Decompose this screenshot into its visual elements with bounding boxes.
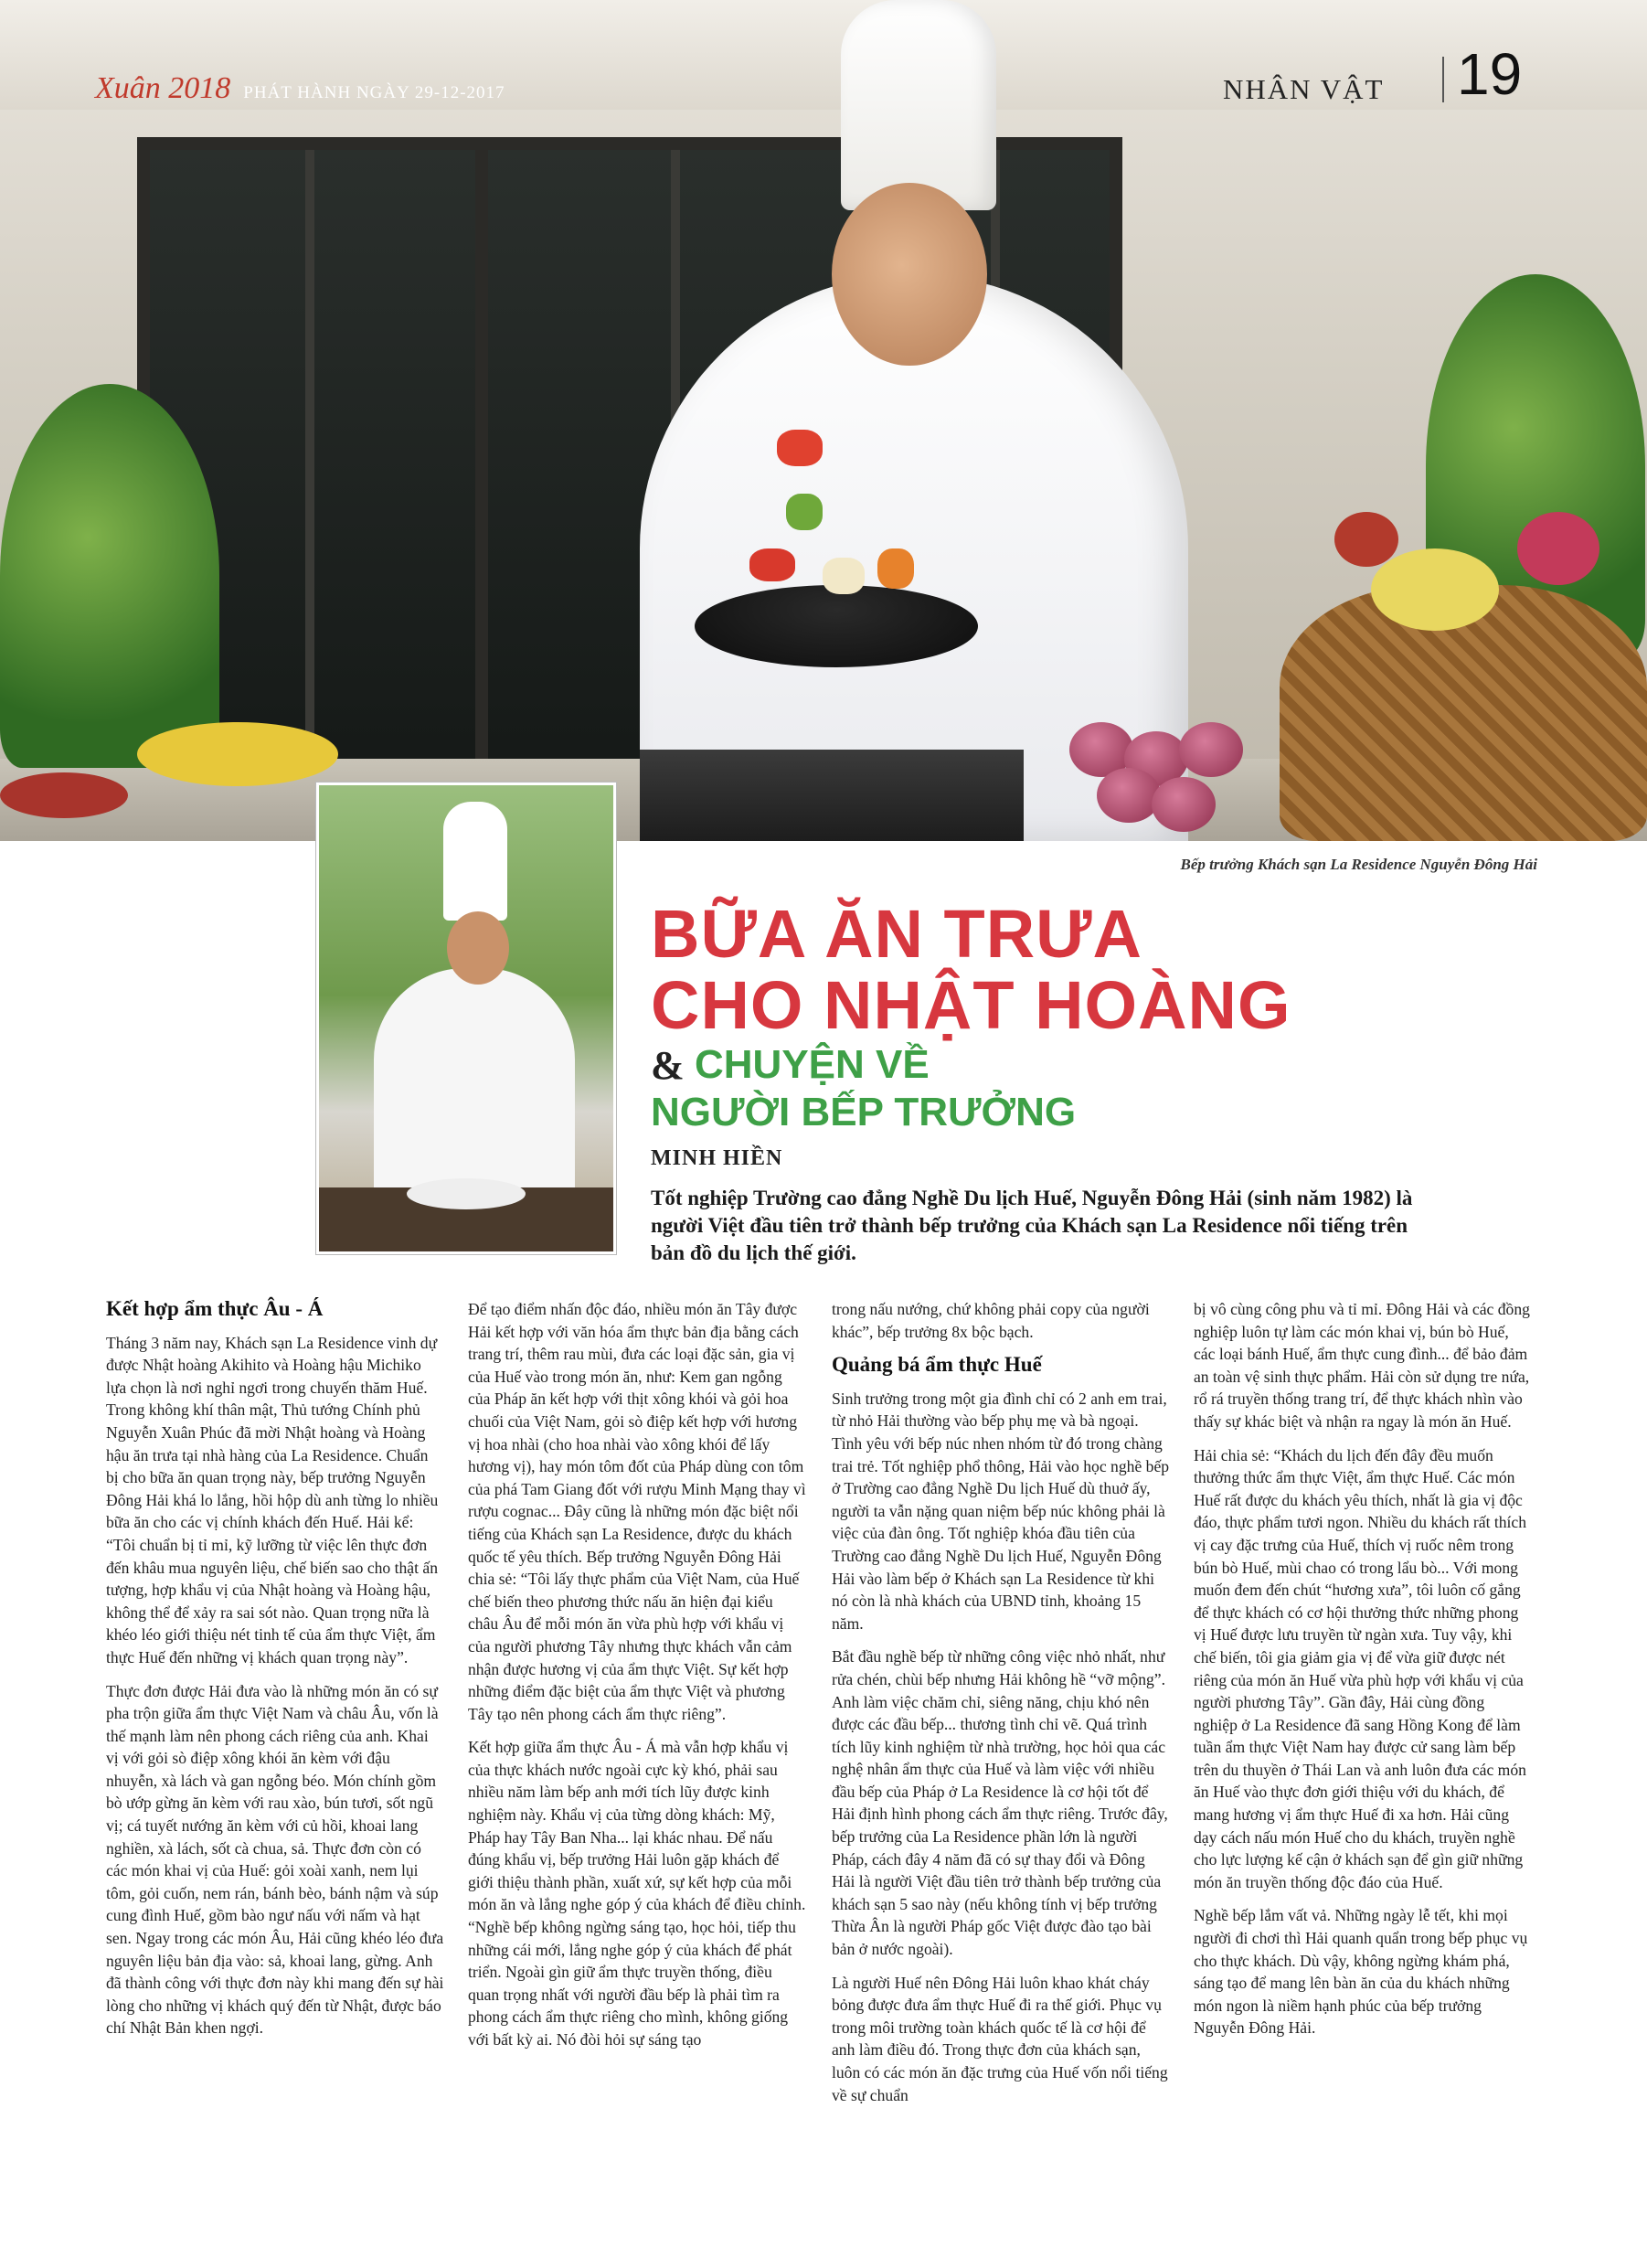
column-1 bbox=[106, 1298, 444, 2050]
author-byline: MINH HIỀN bbox=[651, 1146, 783, 1170]
fruit bbox=[1334, 512, 1398, 567]
fruit bbox=[1517, 512, 1599, 585]
vegetable bbox=[877, 548, 914, 589]
vegetable bbox=[777, 430, 823, 466]
paragraph: Hải chia sẻ: “Khách du lịch đến đây đều muốn thưởng thức ẩm thực Việt, ẩm thực Huế. Các món Huế rất được du khách yêu thích, nhất là gia vị độc đáo, thực phẩm tươi ngon. Nhiều du khách rất thích vị cay đặc trưng của Huế, thích vị ruốc nêm trong bún bò Huế, mùi chao có trong lẩu bò... Với mong muốn đem đến chút “hương xưa”, tôi luôn cố gắng để thực khách có cơ hội thưởng thức những phong vị Huế được lưu truyền từ ngàn xưa. Tuy vậy, khi chế biến, tôi gia giảm gia vị để vừa giữ được nét riêng của món ăn Huế vừa phù hợp với khẩu vị của người phương Tây”. Gần đây, Hải cùng đồng nghiệp ở La Residence đã sang Hồng Kong để làm tuần ẩm thực Việt Nam hay được cử sang làm bếp trên du thuyền ở Thái Lan và anh luôn đưa các món ăn Huế vào thực đơn giới thiệu với du khách, để mang hương vị ẩm thực Huế đi xa hơn. Hải cũng dạy cách nấu món Huế cho du khách, truyền nghề cho lực lượng kế cận ở khách sạn để gìn giữ những món ăn truyền thống độc đáo của Huế. bbox=[1194, 1445, 1527, 1891]
paragraph: Sinh trưởng trong một gia đình chỉ có 2 anh em trai, từ nhỏ Hải thường vào bếp phụ mẹ và bà ngoại. Tình yêu với bếp núc nhen nhóm từ đó trong chàng trai trẻ. Tốt nghiệp phổ thông, Hải vào học nghề bếp ở Trường cao đẳng Nghề Du lịch Huế dù thuở ấy, người ta vẫn nặng quan niệm bếp núc không phải là việc của đàn ông. Tốt nghiệp khóa đầu tiên của Trường cao đẳng Nghề Du lịch Huế, Nguyễn Đông Hải vào làm bếp ở Khách sạn La Residence từ khi nó còn là nhà khách của UBND tỉnh, khoảng 15 năm. bbox=[832, 1389, 1170, 1633]
fruit bbox=[1371, 548, 1499, 631]
plant-left bbox=[0, 384, 219, 768]
subheadline-line-1: CHUYỆN VỀ bbox=[695, 1042, 930, 1087]
section-heading: Quảng bá ẩm thực Huế bbox=[832, 1353, 1042, 1377]
ampersand: & bbox=[651, 1043, 685, 1088]
column-3 bbox=[832, 1298, 1170, 2117]
issue-name: Xuân 2018 bbox=[95, 71, 231, 105]
column-2 bbox=[468, 1298, 806, 2062]
photo-caption: Bếp trưởng Khách sạn La Residence Nguyễn Đông Hải bbox=[1180, 856, 1537, 873]
vegetable bbox=[786, 494, 823, 530]
paragraph: Kết hợp giữa ẩm thực Âu - Á mà vẫn hợp khẩu vị của thực khách nước ngoài cực kỳ khó, phải sau nhiều năm làm bếp anh mới tích lũy được kinh nghiệm này. Khẩu vị của từng dòng khách: Mỹ, Pháp hay Tây Ban Nha... lại khác nhau. Để nấu đúng khẩu vị, bếp trưởng Hải luôn gặp khách để giới thiệu thành phần, xuất xứ, sự kết hợp của mỗi món ăn và lắng nghe góp ý của khách để điều chỉnh. “Nghề bếp không ngừng sáng tạo, học hỏi, tiếp thu những cái mới, lắng nghe góp ý của khách để phát triển. Ngoài gìn giữ ẩm thực truyền thống, điều quan trọng nhất với người đầu bếp là phải tìm ra phong cách ẩm thực riêng cho mình, không giống với bất kỳ ai. Nó đòi hỏi sự sáng tạo bbox=[468, 1738, 806, 2049]
paragraph: Là người Huế nên Đông Hải luôn khao khát cháy bỏng được đưa ẩm thực Huế đi ra thế giới. Phục vụ trong môi trường toàn khách quốc tế là cơ hội để anh làm điều đó. Trong thực đơn của khách sạn, luôn có các món ăn đặc trưng của Huế vốn nổi tiếng về sự chuẩn bbox=[832, 1973, 1168, 2104]
headline-line-1: BỮA ĂN TRƯA bbox=[651, 896, 1142, 972]
paragraph: Tháng 3 năm nay, Khách sạn La Residence vinh dự được Nhật hoàng Akihito và Hoàng hậu Michiko lựa chọn là nơi nghỉ ngơi trong chuyến thăm Huế. Trong không khí thân mật, Thủ tướng Chính phủ Nguyễn Xuân Phúc đã mời Nhật hoàng và Hoàng hậu ăn trưa tại nhà hàng của La Residence. Chuẩn bị cho bữa ăn quan trọng này, bếp trưởng Nguyễn Đông Hải khá lo lắng, hồi hộp dù anh từng lo nhiều bữa ăn cho các vị chính khách đến Huế. Hải kể: “Tôi chuẩn bị tỉ mỉ, kỹ lưỡng từ việc lên thực đơn đến khâu mua nguyên liệu, chế biến sao cho thật ấn tượng, hợp khẩu vị của Nhật hoàng và Hoàng hậu, không thể để xảy ra sai sót nào. Quan trọng nữa là khéo léo giới thiệu nét tinh tế của ẩm thực Việt, ẩm thực Huế đến những vị khách quan trọng này”. bbox=[106, 1333, 439, 1666]
subheadline-line-2: NGƯỜI BẾP TRƯỞNG bbox=[651, 1090, 1077, 1134]
paragraph: Nghề bếp lắm vất vả. Những ngày lễ tết, khi mọi người đi chơi thì Hải quanh quẩn trong bếp phục vụ cho thực khách. Dù vậy, không ngừng khám phá, sáng tạo để mang lên bàn ăn của du khách những món ngon là niềm hạnh phúc của bếp trưởng Nguyễn Đông Hải. bbox=[1194, 1906, 1528, 2038]
paragraph: trong nấu nướng, chứ không phải copy của người khác”, bếp trưởng 8x bộc bạch. bbox=[832, 1300, 1150, 1341]
paragraph: Bắt đầu nghề bếp từ những công việc nhỏ nhất, như rửa chén, chùi bếp nhưng Hải không hề “vỡ mộng”. Anh làm việc chăm chỉ, siêng năng, chịu khó nên được các đầu bếp... thương tình chỉ vẽ. Quá trình tích lũy kinh nghiệm từ nhà trường, học hỏi qua các nghệ nhân ẩm thực của Huế và làm việc với nhiều đầu bếp của Pháp ở La Residence là cơ hội tốt để Hải định hình phong cách ẩm thực riêng. Trước đây, bếp trưởng của La Residence phần lớn là người Pháp, cách đây 4 năm đã có sự thay đổi và Đông Hải là người Việt đầu tiên trở thành bếp trưởng của khách sạn 5 sao này (nếu không tính vị bếp trưởng Thừa Ân là người Pháp gốc Việt được đào tạo bài bản ở nước ngoài). bbox=[832, 1647, 1168, 1959]
header-divider bbox=[1442, 57, 1444, 102]
paragraph: Để tạo điểm nhấn độc đáo, nhiều món ăn Tây được Hải kết hợp với văn hóa ẩm thực bản địa bằng cách trang trí, thêm rau mùi, đưa các loại đặc sản, gia vị của Huế vào trong món ăn, như: Kem gan ngỗng của Pháp ăn kết hợp với thịt xông khói và gỏi hoa chuối của Việt Nam, gỏi sò điệp kết hợp với hương vị hoa nhài (cho hoa nhài vào xông khói để lấy hương vị), hay món tôm đốt của Pháp dùng con tôm của phá Tam Giang đốt với rượu Minh Mạng thay vì rượu cognac... Đây cũng là những món đặc biệt nổi tiếng của Khách sạn La Residence, được du khách quốc tế yêu thích. Bếp trưởng Nguyễn Đông Hải chia sẻ: “Tôi lấy thực phẩm của Việt Nam, của Huế chế biến theo phương thức nấu ăn hiện đại kiểu châu Âu để mỗi món ăn vừa phù hợp với khẩu vị của người phương Tây nhưng thực khách vẫn cảm nhận được hương vị của ẩm thực Việt. Sự kết hợp những điểm đặc biệt của ẩm thực Việt và phương Tây tạo nên phong cách ẩm thực riêng”. bbox=[468, 1300, 806, 1723]
fruit bbox=[137, 722, 338, 786]
paragraph: bị vô cùng công phu và tỉ mỉ. Đông Hải và các đồng nghiệp luôn tự làm các món khai vị, bún bò Huế, các loại bánh Huế, ẩm thực cung đình... để bảo đảm an toàn vệ sinh thực phẩm. Hải còn sử dụng tre nứa, rổ rá truyền thống trang trí, để thực khách nhìn vào thấy sự khác biệt và nhận ra ngay là món ăn Huế. bbox=[1194, 1300, 1530, 1431]
column-4 bbox=[1194, 1298, 1532, 2050]
gas-stove bbox=[640, 750, 1024, 841]
headline-line-2: CHO NHẬT HOÀNG bbox=[651, 967, 1291, 1043]
shallot bbox=[1152, 777, 1216, 832]
issue-header bbox=[95, 71, 505, 106]
chef-hat bbox=[443, 802, 507, 921]
inset-photo bbox=[316, 783, 616, 1254]
fruit bbox=[0, 772, 128, 818]
vegetable bbox=[823, 558, 865, 594]
vegetable bbox=[749, 548, 795, 581]
paragraph: Thực đơn được Hải đưa vào là những món ăn có sự pha trộn giữa ẩm thực Việt Nam và châu Âu, vốn là thế mạnh làm nên phong cách riêng của anh. Khai vị với gỏi sò điệp xông khói ăn kèm với đậu nhuyễn, xà lách và gan ngỗng béo. Món chính gồm bò ướp gừng ăn kèm với rau xào, bún tươi, sốt ngũ vị; cá tuyết nướng ăn kèm với củ hồi, khoai lang nghiền, xà lách, sốt cà chua, sả. Thực đơn còn có các món khai vị của Huế: gỏi xoài xanh, nem lụi tôm, gỏi cuốn, nem rán, bánh bèo, bánh nậm và súp cung đình Huế, gồm bào ngư nấu với nấm và hạt sen. Ngay trong các món Âu, Hải cũng khéo léo đưa nguyên liệu bản địa vào: sả, khoai lang, gừng. Anh đã thành công với thực đơn này khi mang đến sự hài lòng cho những vị khách quý đến từ Nhật, được báo chí Nhật Bản khen ngợi. bbox=[106, 1681, 444, 2038]
shallot bbox=[1097, 768, 1161, 823]
frying-pan bbox=[695, 585, 978, 667]
hero-photo bbox=[0, 0, 1647, 841]
chef-face bbox=[832, 183, 987, 366]
section-heading: Kết hợp ẩm thực Âu - Á bbox=[106, 1297, 324, 1320]
lead-paragraph: Tốt nghiệp Trường cao đẳng Nghề Du lịch Huế, Nguyễn Đông Hải (sinh năm 1982) là người Việt đầu tiên trở thành bếp trưởng của Khách sạn La Residence nổi tiếng trên bản đồ du lịch thế giới. bbox=[651, 1187, 1413, 1264]
release-date: PHÁT HÀNH NGÀY 29-12-2017 bbox=[243, 83, 505, 102]
section-name: NHÂN VẬT bbox=[1223, 73, 1385, 105]
chef-hat bbox=[841, 0, 996, 210]
chef-face bbox=[447, 911, 509, 985]
page-number: 19 bbox=[1457, 41, 1523, 107]
shallot bbox=[1179, 722, 1243, 777]
plate bbox=[407, 1178, 526, 1209]
